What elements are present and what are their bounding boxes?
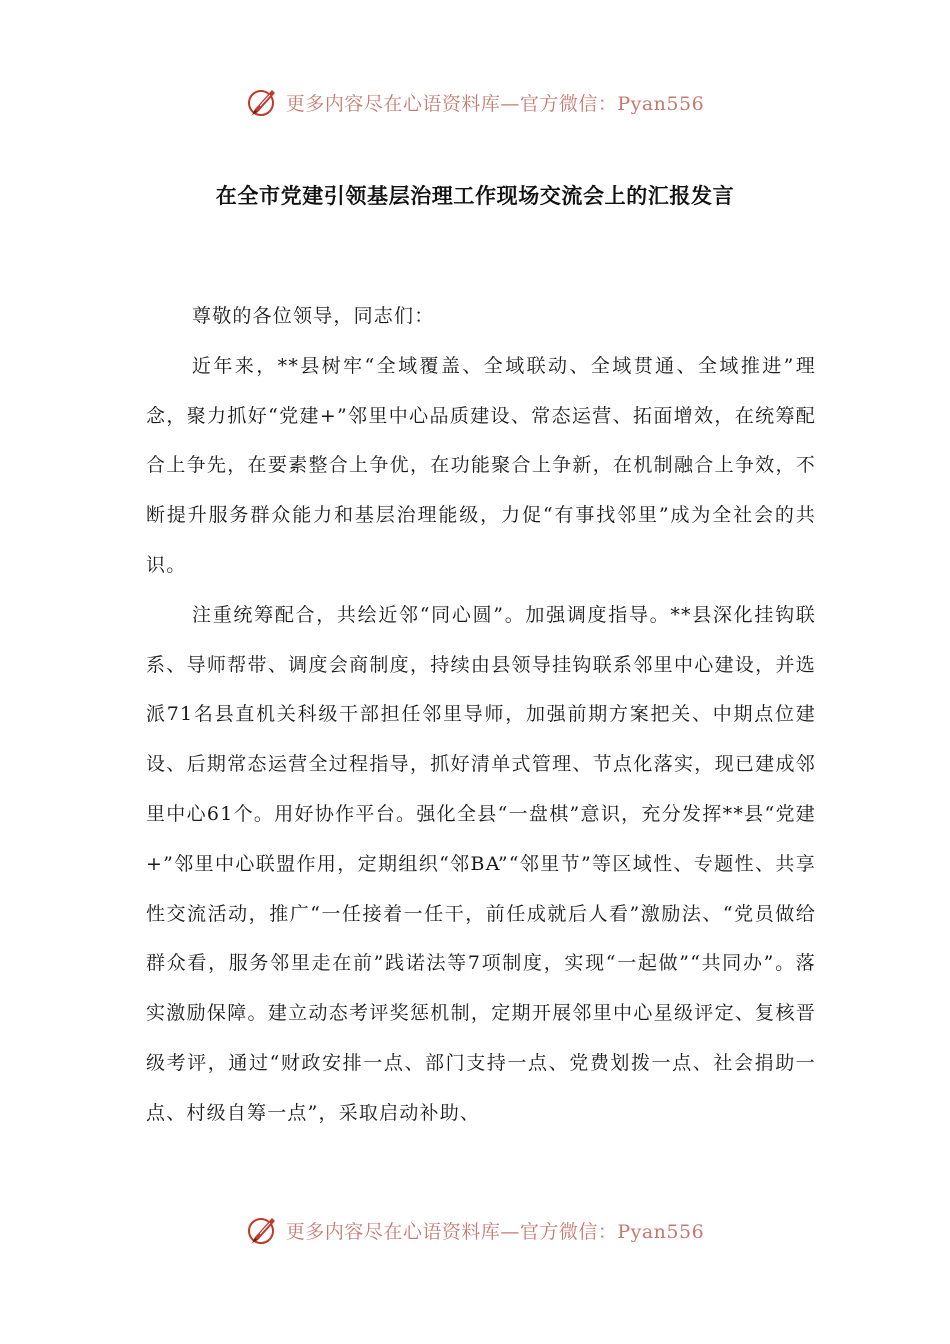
body-paragraph: 注重统筹配合，共绘近邻“同心圆”。加强调度指导。**县深化挂钩联系、导师帮带、调度会商制度，持续由县领导挂钩联系邻里中心建设，并选派71名县直机关科级干部担任邻里导师，加强前期方案把关、中期点位建设、后期常态运营全过程指导，抓好清单式管理、节点化落实，现已建成邻里中心61个。用好协作平台。强化全县“一盘棋”意识，充分发挥**县“党建+”邻里中心联盟作用，定期组织“邻BA”“邻里节”等区域性、专题性、共享性交流活动，推广“一任接着一任干，前任成就后人看”激励法、“党员做给群众看，服务邻里走在前”践诺法等7项制度，实现“一起做”“共同办”。落实激励保障。建立动态考评奖惩机制，定期开展邻里中心星级评定、复核晋级考评，通过“财政安排一点、部门支持一点、党费划拨一点、社会捐助一点、村级自筹一点”，采取启动补助、 (146, 603, 816, 1124)
watermark-banner-top (0, 80, 950, 124)
watermark-banner-bottom (0, 1208, 950, 1252)
document-body (146, 292, 816, 1139)
watermark-text: 更多内容尽在心语资料库—官方微信：Pyan556 (285, 92, 705, 115)
quill-pen-icon (246, 85, 280, 119)
salutation-paragraph: 尊敬的各位领导，同志们： (192, 305, 435, 327)
intro-paragraph: 近年来，**县树牢“全域覆盖、全域联动、全域贯通、全域推进”理念，聚力抓好“党建+”邻里中心品质建设、常态运营、拓面增效，在统筹配合上争先，在要素整合上争优，在功能聚合上争新，在机制融合上争效，不断提升服务群众能力和基层治理能级，力促“有事找邻里”成为全社会的共识。 (146, 354, 816, 576)
watermark-text: 更多内容尽在心语资料库—官方微信：Pyan556 (285, 1220, 705, 1243)
page-title: 在全市党建引领基层治理工作现场交流会上的汇报发言 (215, 184, 735, 208)
quill-pen-icon (246, 1213, 280, 1247)
